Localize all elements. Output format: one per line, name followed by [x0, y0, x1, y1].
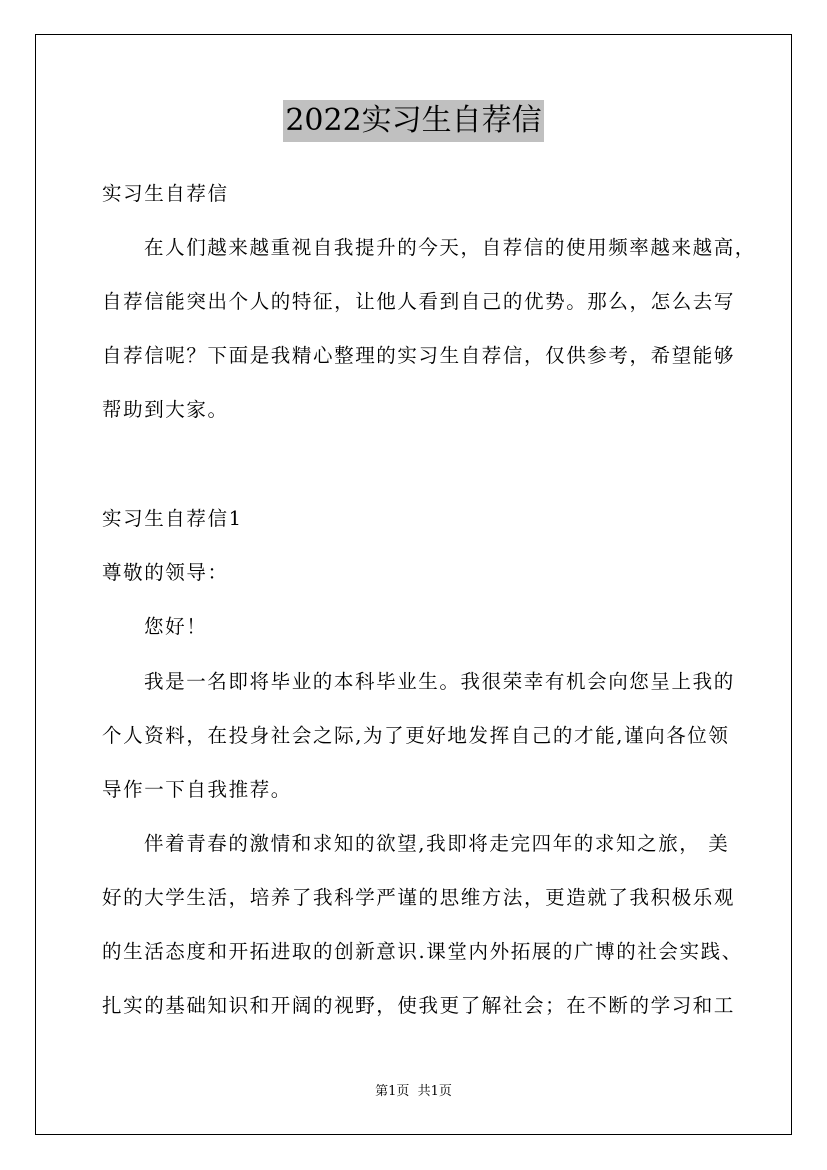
paragraph-line: 的生活态度和开拓进取的创新意识.课堂内外拓展的广博的社会实践、 — [102, 940, 743, 963]
salutation: 尊敬的领导： — [102, 561, 229, 584]
page-footer: 第1页 共1页 — [375, 1084, 452, 1099]
paragraph-line: 自荐信能突出个人的特征，让他人看到自己的优势。那么，怎么去写 — [102, 290, 736, 313]
section-heading: 实习生自荐信 — [102, 182, 229, 205]
paragraph-line: 自荐信呢？下面是我精心整理的实习生自荐信，仅供参考，希望能够 — [102, 344, 736, 367]
paragraph-line: 个人资料，在投身社会之际,为了更好地发挥自己的才能,谨向各位领 — [102, 724, 730, 747]
document-title: 2022实习生自荐信 — [283, 100, 543, 142]
paragraph-line: 好的大学生活，培养了我科学严谨的思维方法，更造就了我积极乐观 — [102, 886, 736, 909]
paragraph-line: 帮助到大家。 — [102, 398, 229, 421]
paragraph-line: 伴着青春的激情和求知的欲望,我即将走完四年的求知之旅， 美 — [144, 832, 730, 855]
letter-heading: 实习生自荐信1 — [102, 507, 243, 530]
paragraph-line: 我是一名即将毕业的本科毕业生。我很荣幸有机会向您呈上我的 — [144, 670, 735, 693]
paragraph-line: 在人们越来越重视自我提升的今天，自荐信的使用频率越来越高， — [144, 236, 756, 259]
paragraph-line: 导作一下自我推荐。 — [102, 778, 292, 801]
title-container — [0, 100, 827, 142]
greeting: 您好！ — [144, 615, 208, 638]
paragraph-line: 扎实的基础知识和开阔的视野，使我更了解社会；在不断的学习和工 — [102, 994, 736, 1017]
